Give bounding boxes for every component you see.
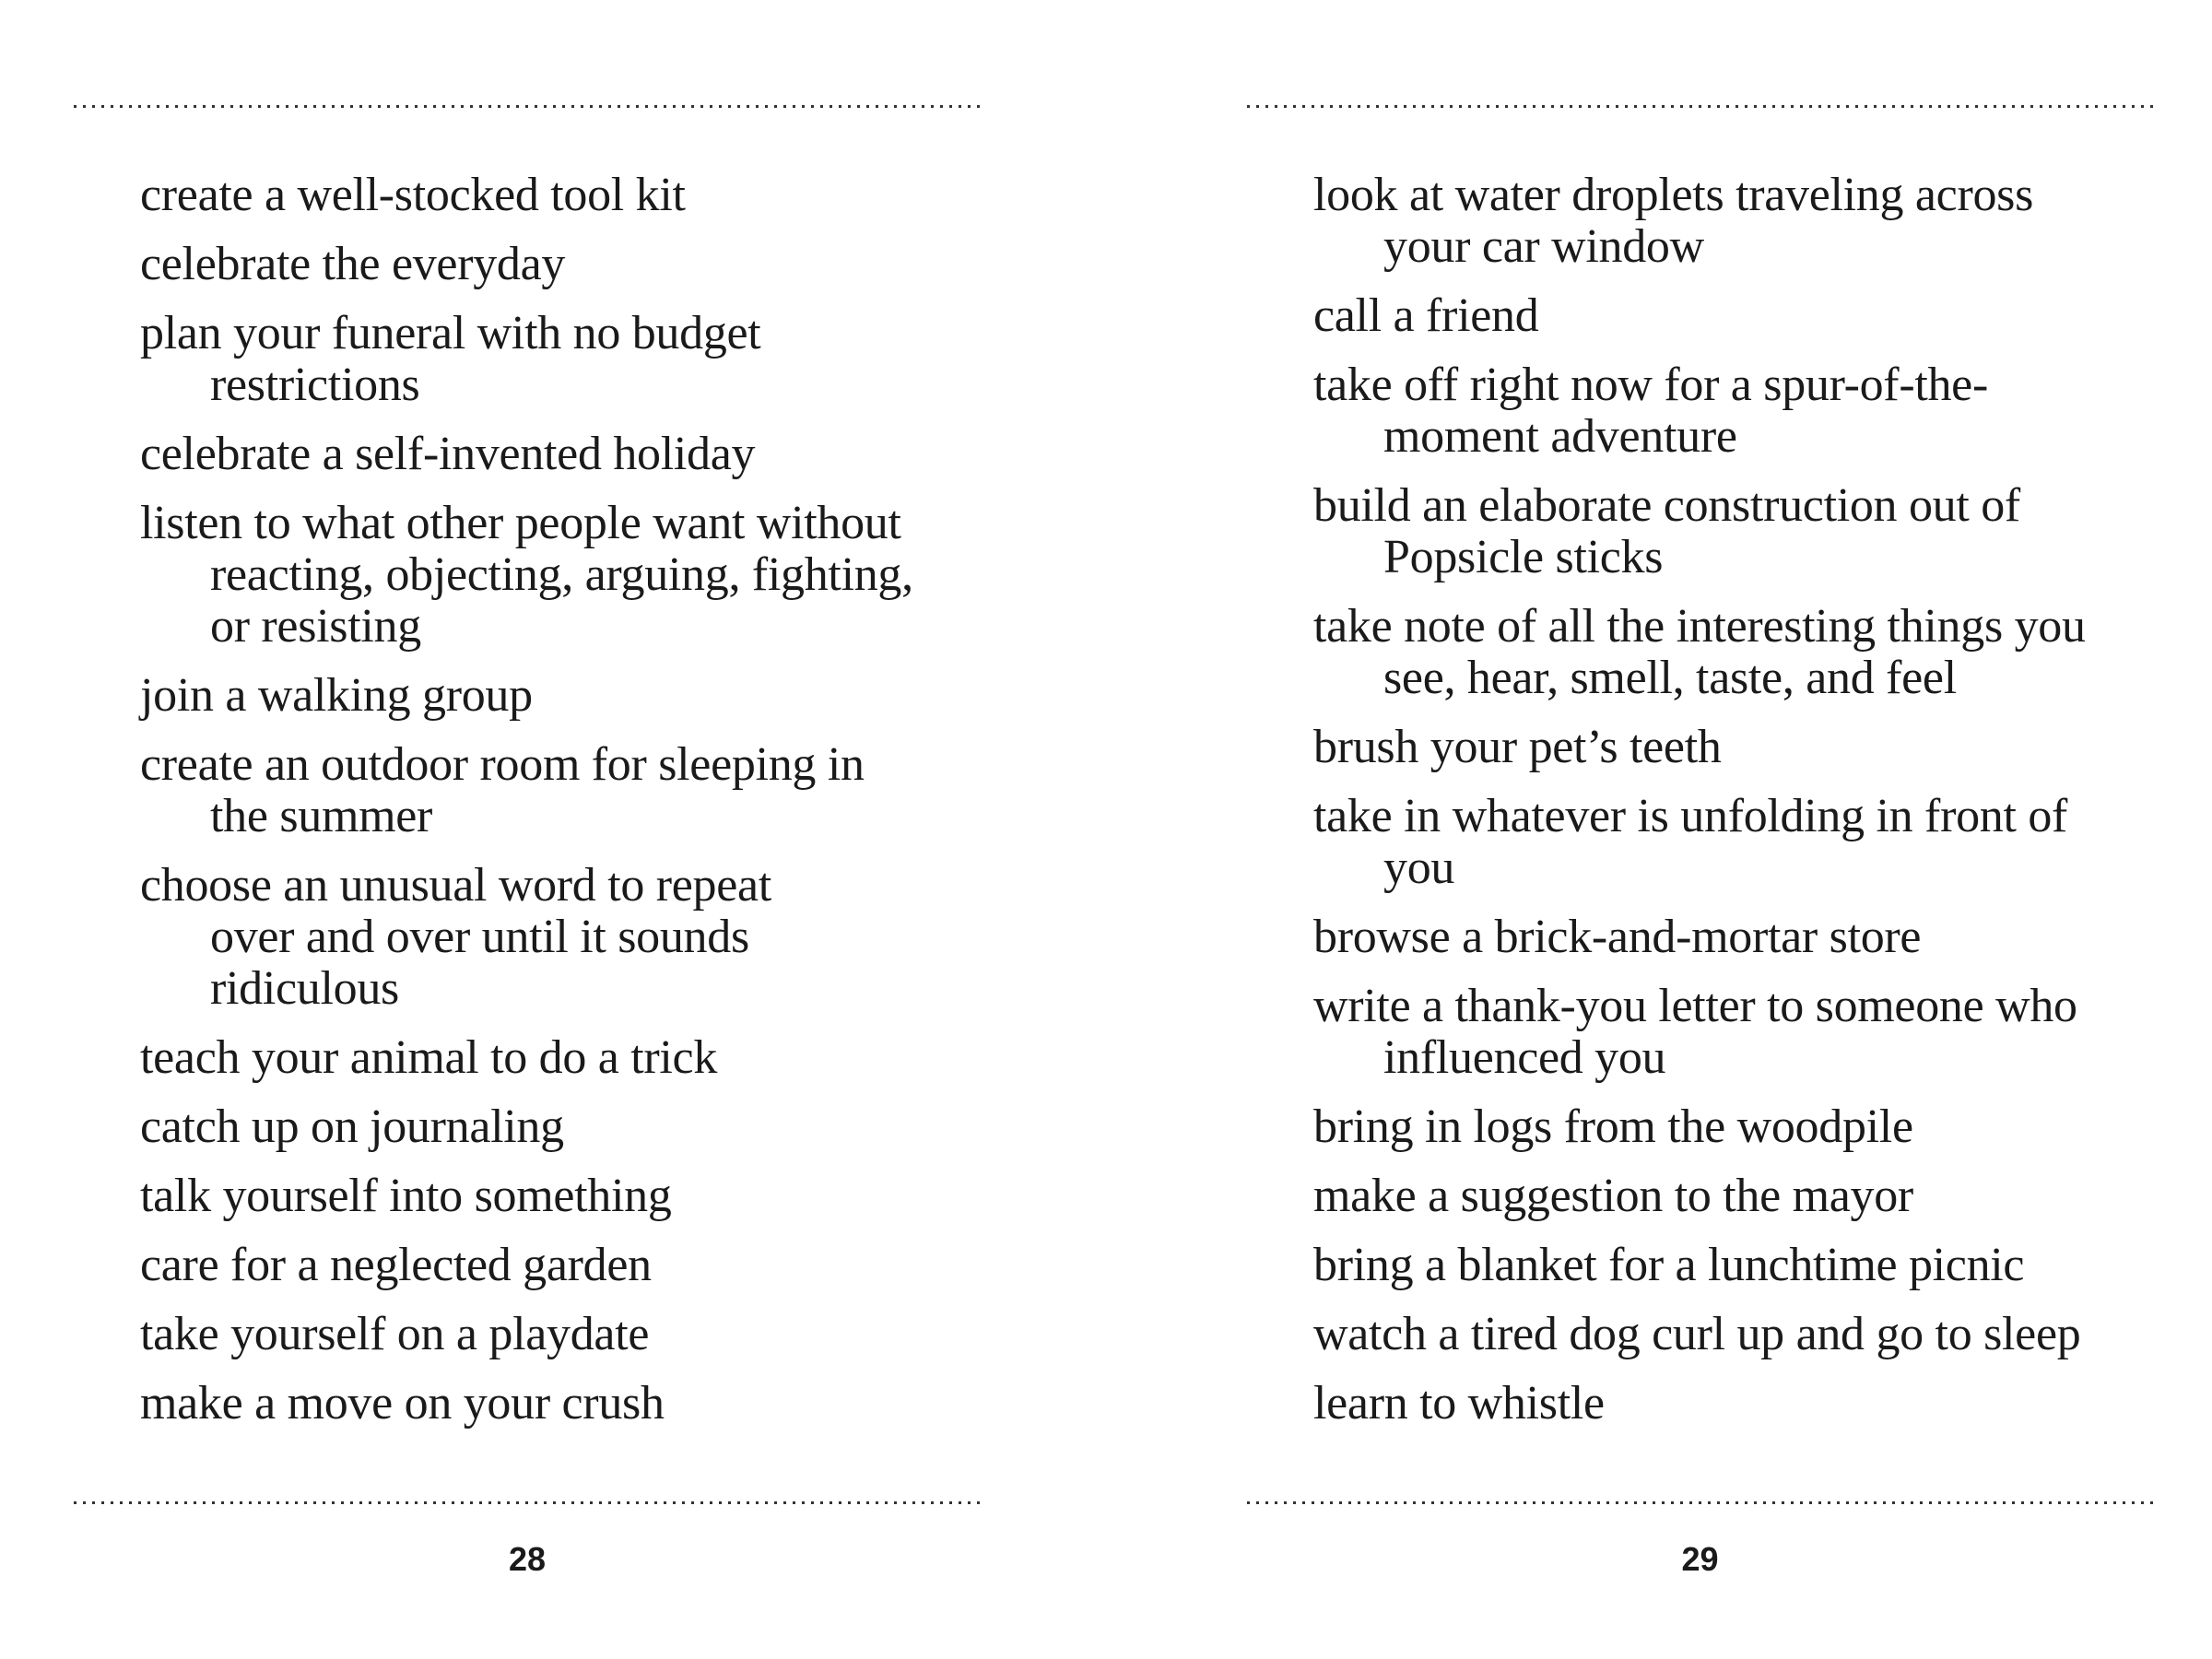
entry-line: write a thank-you letter to someone who [1313, 980, 2077, 1032]
entry-line: take yourself on a playdate [140, 1308, 650, 1360]
list-item [1313, 480, 2198, 583]
entry-line: make a suggestion to the mayor [1313, 1170, 1913, 1222]
page-number: 29 [1681, 1540, 1719, 1578]
page-number: 28 [508, 1540, 547, 1578]
entry-line: build an elaborate construction out of [1313, 479, 2020, 532]
list-item [1313, 1240, 2198, 1291]
entry-line-continuation: over and over until it sounds [210, 911, 749, 963]
list-item [1313, 290, 2198, 342]
entry-line: join a walking group [140, 669, 533, 722]
list-item [1313, 791, 2198, 894]
entry-line-continuation: reacting, objecting, arguing, fighting, [210, 548, 913, 601]
entry-line: bring in logs from the woodpile [1313, 1100, 1913, 1153]
entry-line-continuation: the summer [210, 790, 433, 842]
entry-line: catch up on journaling [140, 1100, 564, 1153]
entry-line: take in whatever is unfolding in front of [1313, 790, 2068, 842]
entry-line-continuation: you [1383, 841, 1455, 894]
entry-line-continuation: influenced you [1383, 1031, 1666, 1084]
entry-line-continuation: see, hear, smell, taste, and feel [1383, 652, 1957, 704]
list-item [1313, 981, 2198, 1084]
entry-line-continuation: or resisting [210, 600, 421, 653]
entry-line: create an outdoor room for sleeping in [140, 738, 865, 791]
list-item [1313, 359, 2198, 463]
entry-line: browse a brick-and-mortar store [1313, 911, 1922, 963]
entry-line: plan your funeral with no budget [140, 307, 761, 359]
list-item [1313, 912, 2198, 963]
top-dotted-rule [1247, 105, 2153, 108]
entry-line: take off right now for a spur-of-the- [1313, 359, 1988, 411]
entry-line: celebrate a self-invented holiday [140, 428, 756, 480]
entry-line: brush your pet’s teeth [1313, 721, 1722, 773]
list-item [1313, 722, 2198, 773]
list-item [1313, 170, 2198, 273]
entry-line: learn to whistle [1313, 1377, 1605, 1430]
list-item [1313, 601, 2198, 704]
entry-line: call a friend [1313, 289, 1539, 342]
list-item [1313, 1101, 2198, 1153]
entry-line-continuation: ridiculous [210, 962, 399, 1015]
entry-line: talk yourself into something [140, 1170, 672, 1222]
entry-line: watch a tired dog curl up and go to sleep [1313, 1308, 2081, 1360]
entry-line: listen to what other people want without [140, 497, 901, 549]
entry-line: make a move on your crush [140, 1377, 665, 1430]
entry-line: teach your animal to do a trick [140, 1031, 718, 1084]
entry-line-continuation: restrictions [210, 359, 420, 411]
bottom-dotted-rule [1247, 1501, 2153, 1504]
entry-line: choose an unusual word to repeat [140, 859, 771, 912]
entry-line: care for a neglected garden [140, 1239, 652, 1291]
activity-list [1313, 170, 2198, 1430]
entry-line: celebrate the everyday [140, 238, 566, 290]
list-item [1313, 1309, 2198, 1360]
entry-line: create a well-stocked tool kit [140, 169, 686, 221]
entry-line: look at water droplets traveling across [1313, 169, 2034, 221]
entry-line-continuation: Popsicle sticks [1383, 531, 1664, 583]
entry-line-continuation: moment adventure [1383, 410, 1737, 463]
entry-line: bring a blanket for a lunchtime picnic [1313, 1239, 2025, 1291]
list-item [1313, 1378, 2198, 1430]
entry-line-continuation: your car window [1383, 220, 1704, 273]
list-item [1313, 1171, 2198, 1222]
entry-line: take note of all the interesting things you [1313, 600, 2086, 653]
